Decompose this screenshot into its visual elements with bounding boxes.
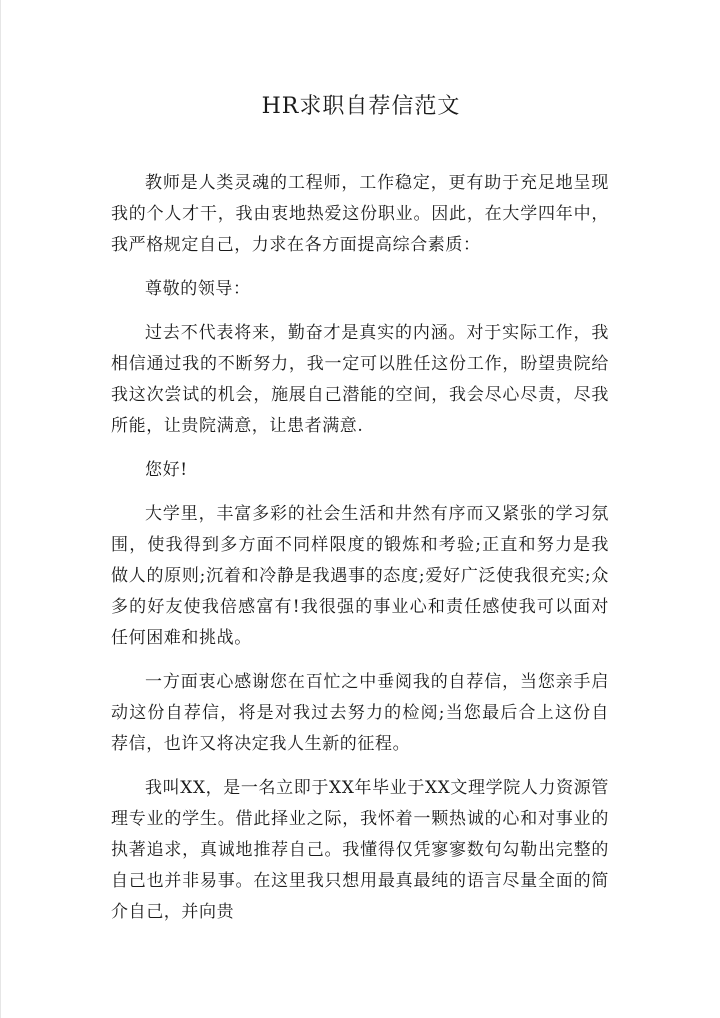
paragraph-self-introduction: 我叫XX，是一名立即于XX年毕业于XX文理学院人力资源管理专业的学生。借此择业之际，我怀着一颗热诚的心和对事业的执著追求，真诚地推荐自己。我懂得仅凭寥寥数句勾勒出完整的自己也并非易事。在这里我只想用最真最纯的语言尽量全面的简介自己，并向贵 <box>111 778 609 922</box>
paragraph-thanks: 一方面衷心感谢您在百忙之中垂阅我的自荐信，当您亲手启动这份自荐信，将是对我过去努力的检阅;当您最后合上这份自荐信，也许又将决定我人生新的征程。 <box>111 672 609 754</box>
document-body <box>111 168 609 941</box>
paragraph-commitment: 过去不代表将来，勤奋才是真实的内涵。对于实际工作，我相信通过我的不断努力，我一定可以胜任这份工作，盼望贵院给我这次尝试的机会，施展自己潜能的空间，我会尽心尽责，尽我所能，让贵院满意，让患者满意. <box>111 323 609 436</box>
document-title: HR求职自荐信范文 <box>261 94 461 119</box>
paragraph-intro: 教师是人类灵魂的工程师，工作稳定，更有助于充足地呈现我的个人才干，我由衷地热爱这份职业。因此，在大学四年中，我严格规定自己，力求在各方面提高综合素质： <box>111 173 609 255</box>
paragraph-salutation: 尊敬的领导： <box>145 279 251 299</box>
paragraph-university-life: 大学里，丰富多彩的社会生活和井然有序而又紧张的学习氛围，使我得到多方面不同样限度的锻炼和考验;正直和努力是我做人的原则;沉着和冷静是我遇事的态度;爱好广泛使我很充实;众多的好友使我倍感富有!我很强的事业心和责任感使我可以面对任何困难和挑战。 <box>111 504 609 648</box>
paragraph-greeting: 您好! <box>145 460 188 480</box>
